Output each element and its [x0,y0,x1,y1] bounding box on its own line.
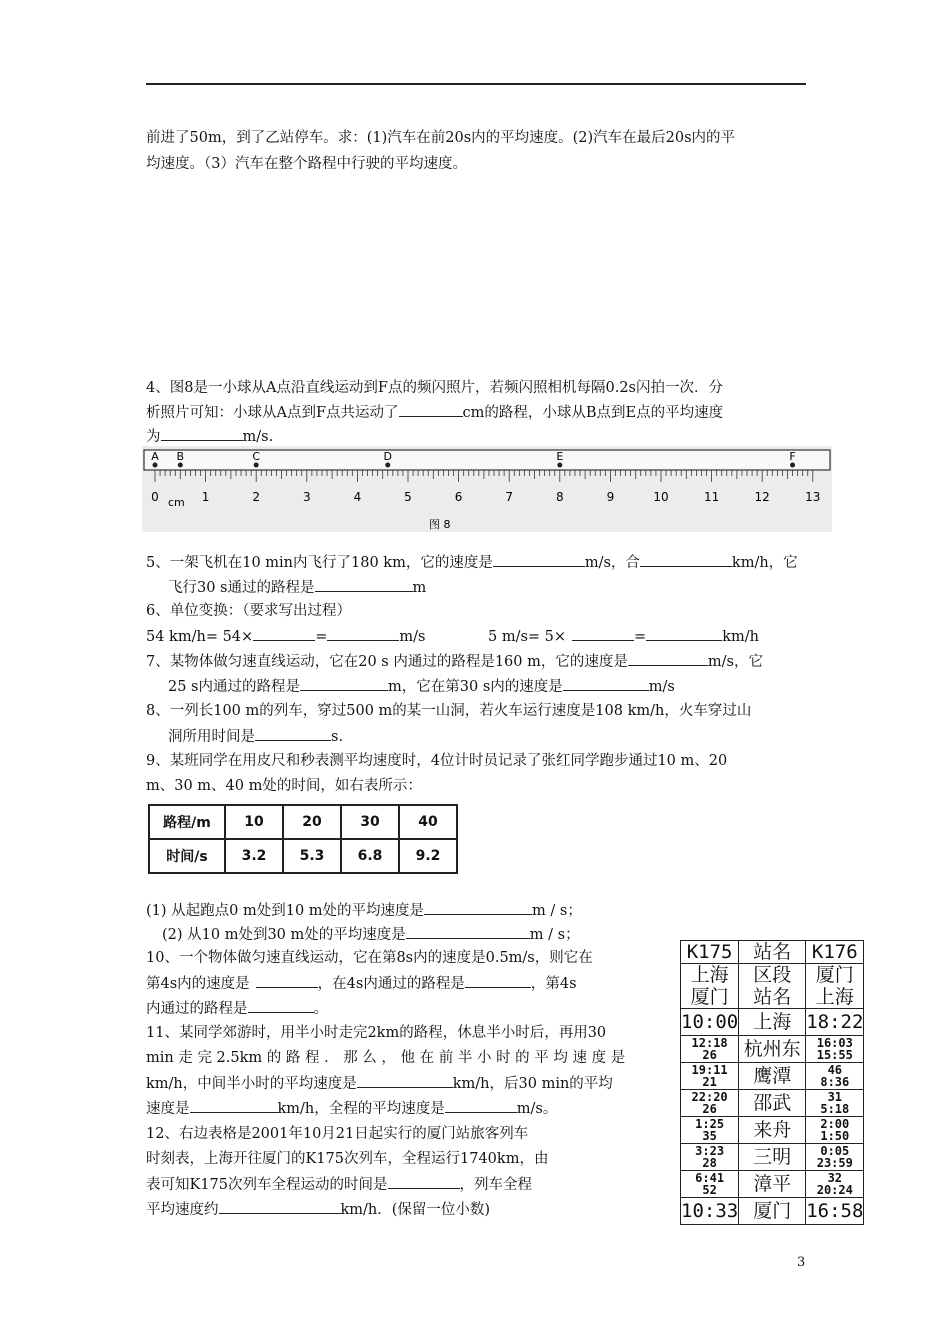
ruler-tick-label: 2 [252,490,261,504]
timetable-left-time [681,1117,739,1144]
ruler-tick-label: 1 [201,490,210,504]
q8-line1: 8、一列长100 m的列车，穿过500 m的某一山洞，若火车运行速度是108 km/h，火车穿过山 [146,703,752,719]
q7-line2 [168,676,675,697]
q10-line3 [146,998,328,1019]
table-cell: 40 [399,805,457,839]
ruler-tick-label: 8 [555,490,564,504]
time-text: 15:55 [816,1048,853,1062]
timetable-row [681,1198,864,1225]
ruler-point-label: D [383,450,393,463]
q9-text: (1) 从起跑点0 m处到10 m处的平均速度是 [146,903,425,919]
timetable-station: 鹰潭 [739,1063,806,1090]
q6-line-b [488,626,759,647]
q5-text: m/s，合 [584,555,640,571]
q5-text: m [412,580,427,596]
timetable-right-time [806,1171,864,1198]
q6-text: 5 m/s= 5× [488,629,567,645]
ruler-point-label: F [789,450,796,463]
q5-line2 [168,577,426,598]
time-text: 3:23 [695,1144,725,1158]
time-text: 1:25 [695,1117,725,1131]
timetable-row [681,1144,864,1171]
q11-line1: 11、某同学郊游时，用半小时走完2km的路程，休息半小时后，再用30 [146,1025,607,1041]
timetable-left-time [681,1090,739,1117]
timetable-row [681,1009,864,1036]
timetable-station: 来舟 [739,1117,806,1144]
subheader-text: 上海 [690,964,729,986]
timetable-left-time [681,1144,739,1171]
q7-text: m/s，它 [707,654,763,670]
q12-blank-time[interactable] [388,1174,460,1189]
q4-text: 析照片可知：小球从A点到F点共运动了 [146,405,399,421]
timetable-header-station: 站名 [739,941,806,964]
timetable-right-time [806,1144,864,1171]
time-text: 0:05 [820,1144,850,1158]
ruler-point-label: A [151,450,159,463]
q4-blank-distance[interactable] [399,402,463,417]
timetable-row [681,1090,864,1117]
timetable-header-k175: K175 [681,941,739,964]
timetable-station: 杭州东 [739,1036,806,1063]
timetable-station: 三明 [739,1144,806,1171]
q9-text: (2) 从10 m处到30 m处的平均速度是 [162,927,406,943]
q10-blank-speed[interactable] [256,973,318,988]
time-text: 2:00 [820,1117,850,1131]
time-text: 26 [702,1102,717,1116]
table-header-cell: 时间/s [149,839,225,873]
q7-blank-speed30[interactable] [563,676,649,691]
table-row [149,805,457,839]
ruler-point-marker [254,463,259,468]
train-timetable [680,940,864,1225]
q12-text: 平均速度约 [146,1202,219,1218]
q8-blank-time[interactable] [255,726,331,741]
header-rule [146,83,806,85]
timetable-right-time [806,1198,864,1225]
q4-text: m/s. [242,429,274,445]
ruler-tick-label: 11 [703,490,720,504]
q10-text: 内通过的路程是 [146,1001,248,1017]
ruler-tick-label: 4 [353,490,362,504]
problem3-text-line1: 前进了50m，到了乙站停车。求：(1)汽车在前20s内的平均速度。(2)汽车在最后20s内的平 [146,130,736,146]
q12-text: km/h．(保留一位小数) [340,1202,491,1218]
q4-blank-speed[interactable] [161,426,243,441]
timetable-subheader-left [681,964,739,1009]
q6-text: km/h [722,629,759,645]
timetable-station: 邵武 [739,1090,806,1117]
time-text: 23:59 [816,1156,853,1170]
time-text: 31 [827,1090,843,1104]
time-text: 21 [702,1075,717,1089]
timetable-header-row [681,941,864,964]
q12-text: ，列车全程 [459,1177,533,1193]
subheader-text: 厦门 [815,964,854,986]
ruler-tick-label: 12 [754,490,770,504]
q7-text: m，它在第30 s内的速度是 [388,679,563,695]
q6-text: m/s [399,629,426,645]
figure-caption: 图 8 [429,518,451,531]
q10-line1: 10、一个物体做匀速直线运动，它在第8s内的速度是0.5m/s，则它在 [146,950,593,966]
time-text: 16:58 [806,1199,864,1222]
timetable-station: 上海 [739,1009,806,1036]
ruler-point-label: C [252,450,261,463]
timetable-station: 厦门 [739,1198,806,1225]
timetable-header-k176: K176 [806,941,864,964]
ruler-tick-label: 0 [151,490,159,504]
q10-text: ，第4s [530,976,577,992]
q7-text: m/s [648,679,675,695]
q6-title: 6、单位变换：（要求写出过程） [146,603,351,619]
timetable-right-time [806,1063,864,1090]
timetable-row [681,1117,864,1144]
q4-text: 为 [146,429,161,445]
ruler-tick-label: 13 [805,490,821,504]
timetable-right-time [806,1009,864,1036]
q6-blank-a2[interactable] [327,626,399,641]
timetable-left-time [681,1171,739,1198]
subheader-text: 厦门 [690,986,729,1008]
timetable-right-time [806,1090,864,1117]
q6-line-a [146,626,425,647]
ruler-figure [142,446,832,532]
q11-line3 [146,1073,613,1094]
timetable-left-time [681,1009,739,1036]
q9-line2: m、30 m、40 m处的时间，如右表所示： [146,778,422,794]
q9-blank-2[interactable] [406,924,530,939]
subheader-text: 站名 [753,986,792,1008]
q9-blank-1[interactable] [424,900,532,915]
ruler-point-marker [178,463,183,468]
table-header-cell: 路程/m [149,805,225,839]
table-cell: 20 [283,805,341,839]
q4-line2 [146,402,723,423]
ruler-point-label: B [176,450,185,463]
ruler-point-marker [385,463,390,468]
table-row [149,839,457,873]
time-text: 22:20 [691,1090,728,1104]
time-text: 52 [702,1183,717,1197]
ruler-tick-label: 3 [302,490,311,504]
time-text: 10:00 [681,1010,739,1033]
q5-text: km/h，它 [731,555,798,571]
ruler-tick-label: 9 [606,490,615,504]
timetable-row [681,1036,864,1063]
q10-blank-distance[interactable] [465,973,531,988]
table-cell: 9.2 [399,839,457,873]
time-text: 12:18 [691,1036,728,1050]
q6-text: = [634,629,647,645]
q9-line1: 9、某班同学在用皮尺和秒表测平均速度时，4位计时员记录了张红同学跑步通过10 m、20 [146,753,728,769]
ruler-point-marker [557,463,562,468]
q11-blank-total[interactable] [445,1098,517,1113]
ruler-tick-label: 7 [505,490,514,504]
table-cell: 30 [341,805,399,839]
q4-text: cm的路程，小球从B点到E点的平均速度 [462,405,724,421]
q6-text: 54 km/h= 54× [146,629,254,645]
q7-text: 25 s内通过的路程是 [168,679,301,695]
q4-line3 [146,426,273,447]
q6-text: = [315,629,328,645]
q11-line4 [146,1098,557,1119]
q8-text: s. [331,729,344,745]
timetable-left-time [681,1036,739,1063]
q9-sub2 [162,924,580,945]
timetable-station: 漳平 [739,1171,806,1198]
timetable-subheader-right [806,964,864,1009]
q6-blank-b1[interactable] [572,626,634,641]
q10-text: ，在4s内通过的路程是 [317,976,465,992]
time-text: 16:03 [816,1036,853,1050]
q5-blank-distance[interactable] [315,577,413,592]
time-text: 26 [702,1048,717,1062]
q11-blank-middle[interactable] [357,1073,453,1088]
q5-text: 5、一架飞机在10 min内飞行了180 km，它的速度是 [146,555,493,571]
table-cell: 3.2 [225,839,283,873]
q12-line3 [146,1174,532,1195]
q7-text: 7、某物体做匀速直线运动，它在20 s 内通过的路程是160 m，它的速度是 [146,654,628,670]
q9-sub1 [146,900,582,921]
q10-line2 [146,973,577,994]
q10-text: 第4s内的速度是 [146,976,250,992]
time-text: 8:36 [820,1075,850,1089]
time-text: 1:50 [820,1129,850,1143]
problem3-text-line2: 均速度。（3）汽车在整个路程中行驶的平均速度。 [146,156,467,172]
q5-text: 飞行30 s通过的路程是 [168,580,315,596]
q10-blank-distance4[interactable] [248,998,314,1013]
time-text: 32 [827,1171,843,1185]
time-text: 20:24 [816,1183,853,1197]
q7-blank-speed[interactable] [628,651,708,666]
q12-line1: 12、右边表格是2001年10月21日起实行的厦门站旅客列车 [146,1126,529,1142]
q4-line1: 4、图8是一小球从A点沿直线运动到F点的频闪照片，若频闪照相机每隔0.2s闪拍一次．分 [146,380,723,396]
timetable-left-time [681,1063,739,1090]
q11-blank-last[interactable] [190,1098,278,1113]
timetable-subheader-row [681,964,864,1009]
q9-text: m / s； [532,903,582,919]
timetable-row [681,1063,864,1090]
table-cell: 6.8 [341,839,399,873]
q11-text: km/h，后30 min的平均 [452,1076,613,1092]
q6-blank-a1[interactable] [253,626,315,641]
time-text: 5:18 [820,1102,850,1116]
q7-blank-distance[interactable] [300,676,388,691]
q11-line2: min 走 完 2.5km 的 路 程 ． 那 么 ， 他 在 前 半 小 时 的 平 均 速 度 是 [146,1050,626,1066]
q12-text: 表可知K175次列车全程运动的时间是 [146,1177,388,1193]
q8-line2 [168,726,343,747]
ruler-tick-label: 10 [653,490,669,504]
q5-blank-ms[interactable] [493,552,585,567]
q12-line2: 时刻表，上海开往厦门的K175次列车，全程运行1740km，由 [146,1151,549,1167]
q5-blank-kmh[interactable] [640,552,732,567]
time-text: 35 [702,1129,717,1143]
table-cell: 10 [225,805,283,839]
q10-text: 。 [313,1001,328,1017]
q11-text: 速度是 [146,1101,190,1117]
time-text: 18:22 [806,1010,864,1033]
time-text: 19:11 [691,1063,728,1077]
time-text: 46 [827,1063,843,1077]
running-time-table [148,804,458,874]
time-text: 28 [702,1156,717,1170]
q9-text: m / s； [529,927,580,943]
subheader-text: 上海 [815,986,854,1008]
q6-blank-b2[interactable] [646,626,722,641]
timetable-row [681,1171,864,1198]
q5-line1 [146,552,798,573]
ruler-point-marker [153,463,158,468]
page-number: 3 [797,1255,806,1270]
timetable-left-time [681,1198,739,1225]
ruler-unit: cm [168,496,185,509]
ruler-point-label: E [556,450,564,463]
q12-blank-speed[interactable] [219,1199,341,1214]
q12-line4 [146,1199,490,1220]
subheader-text: 区段 [753,964,792,986]
q11-text: km/h，全程的平均速度是 [277,1101,445,1117]
ruler-tick-label: 6 [454,490,463,504]
table-cell: 5.3 [283,839,341,873]
q11-text: km/h，中间半小时的平均速度是 [146,1076,357,1092]
time-text: 6:41 [695,1171,725,1185]
timetable-subheader-mid [739,964,806,1009]
ruler-tick-label: 5 [404,490,412,504]
timetable-right-time [806,1036,864,1063]
time-text: 10:33 [681,1199,739,1222]
q7-line1 [146,651,763,672]
timetable-right-time [806,1117,864,1144]
q8-text: 洞所用时间是 [168,729,255,745]
ruler-point-marker [790,463,795,468]
q11-text: m/s。 [516,1101,558,1117]
